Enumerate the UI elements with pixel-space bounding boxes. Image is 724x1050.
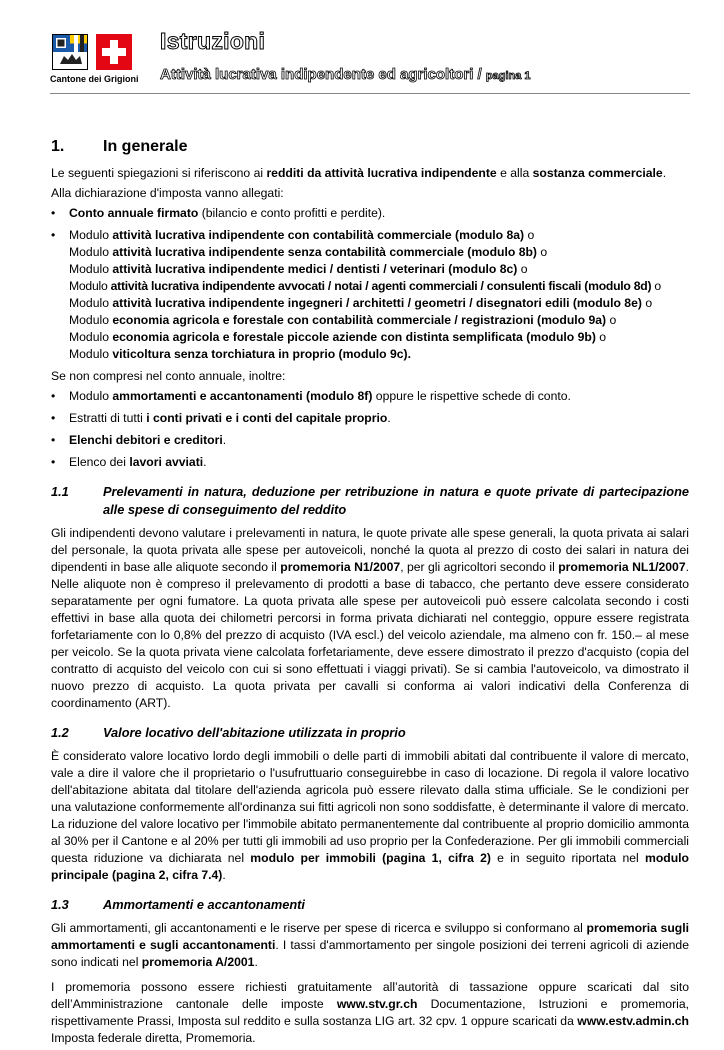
bold-text: Elenchi debitori e creditori	[69, 433, 223, 447]
text: Modulo	[69, 296, 113, 310]
section-title: Valore locativo dell'abitazione utilizzata in proprio	[103, 725, 406, 740]
text: I promemoria possono essere richiesti gratuitamente all’autorità di tassazione oppure scaricati dal sito dell’Amministrazione cantonale delle imposte	[51, 980, 689, 1011]
text: Estratti di tutti	[69, 411, 147, 425]
section-1-3-paragraph-2	[51, 979, 689, 1047]
text: Documentazione, Istruzioni e promemoria, rispettivamente Prassi, Imposta sul reddito e sulla sostanza LIG art. 32 cpv. 1 oppure scaricati da	[51, 997, 689, 1028]
text: o	[517, 262, 528, 276]
text: Modulo	[69, 228, 113, 242]
text: Modulo	[69, 279, 111, 293]
document-subtitle	[160, 66, 531, 83]
attachments-list	[51, 205, 689, 363]
link-stv[interactable]: www.stv.gr.ch	[336, 997, 418, 1011]
swiss-cross-icon	[96, 34, 132, 70]
bold-text: redditi da attività lucrativa indipendente	[266, 166, 497, 180]
text: o	[651, 279, 661, 293]
bold-text: i conti privati e i conti del capitale proprio	[146, 411, 388, 425]
module-line	[69, 261, 689, 278]
canton-name: Cantone dei Grigioni	[50, 74, 139, 84]
bold-text: Conto annuale firmato	[69, 206, 199, 220]
text: o	[524, 228, 535, 242]
bold-text: promemoria A/2001	[141, 955, 255, 969]
subtitle-text: Attività lucrativa indipendente ed agricoltori /	[160, 66, 482, 83]
text: o	[606, 313, 617, 327]
module-line	[69, 329, 689, 346]
section-number: 1.2	[51, 725, 69, 740]
text: Modulo	[69, 313, 113, 327]
text: o	[537, 245, 548, 259]
text: Modulo	[69, 245, 113, 259]
page-label: pagina 1	[485, 70, 531, 82]
bold-text: sostanza commerciale	[532, 166, 663, 180]
module-line	[69, 227, 689, 244]
module-line	[69, 244, 689, 261]
bold-text: ammortamenti e accantonamenti (modulo 8f)	[112, 389, 373, 403]
list-item	[51, 388, 689, 405]
section-1-2-heading	[51, 724, 689, 742]
attachments-paragraph: Alla dichiarazione d'imposta vanno allegati:	[51, 186, 284, 200]
bold-text: modulo per immobili (pagina 1, cifra 2)	[250, 851, 491, 865]
text: Elenco dei	[69, 455, 130, 469]
module-line	[69, 312, 689, 329]
list-item	[51, 432, 689, 449]
text: e in seguito riportata nel	[490, 851, 645, 865]
text: Le seguenti spiegazioni si riferiscono ai	[51, 166, 267, 180]
section-title: Prelevamenti in natura, deduzione per retribuzione in natura e quote private di partecipazione alle spese di conseguimento del reddito	[103, 484, 689, 517]
text: o	[595, 330, 607, 344]
section-number: 1.	[51, 138, 65, 155]
text: .	[387, 411, 391, 425]
text: , per gli agricoltori secondo il	[400, 560, 559, 574]
text: e alla	[496, 166, 533, 180]
text: . Nelle aliquote non è compreso il prelevamento di prodotti a base di tabacco, che pertanto deve essere considerato separatamente per ogni fumatore. La quota privata alle spese per autoveicoli può essere calcolata secondo i costi effettivi in base alla quota dei chilometri percorsi in forma privata dichiarati nel conteggio, oppure essere registrata forfetariamente con lo 0,8% del prezzo di acquisto (IVA escl.) del veicolo aziendale, ma almeno con fr. 150.– al mese per veicolo. Se la quota privata viene calcolata forfetariamente, deve essere dimostrato il prezzo d'acquisto (copia del contratto di acquisto del veicolo con cui si sono effettuati i viaggi privati). Se si cambia l'autoveicolo, va dimostrato il nuovo prezzo di acquisto. La quota privata per cavalli si conforma ai valori indicativi della Conferenza di coordinamento (ART).	[51, 560, 689, 710]
text: .	[203, 455, 207, 469]
intro-paragraph	[51, 165, 689, 182]
bold-text: attività lucrativa indipendente con contabilità commerciale (modulo 8a)	[112, 228, 525, 242]
text: .	[254, 955, 258, 969]
bold-text: lavori avviati	[129, 455, 204, 469]
text: Modulo	[69, 330, 113, 344]
module-line	[69, 346, 689, 363]
header-divider	[50, 93, 690, 94]
text: (bilancio e conto profitti e perdite).	[198, 206, 386, 220]
text: .	[222, 433, 227, 447]
document-title: Istruzioni	[160, 28, 266, 54]
additional-paragraph: Se non compresi nel conto annuale, inoltre:	[51, 369, 286, 383]
section-1-1-paragraph	[51, 525, 689, 712]
text: Modulo	[69, 262, 113, 276]
text: o	[641, 296, 653, 310]
bold-text: attività lucrativa indipendente medici / dentisti / veterinari (modulo 8c)	[112, 262, 518, 276]
bold-text: promemoria sugli ammortamenti e sugli accantonamenti	[51, 921, 689, 952]
additional-list	[51, 388, 689, 471]
section-1-heading	[51, 138, 689, 155]
bold-text: promemoria N1/2007	[280, 560, 401, 574]
link-estv[interactable]: www.estv.admin.ch	[577, 1014, 689, 1028]
section-1-1-heading	[51, 483, 689, 519]
bold-text: attività lucrativa indipendente senza contabilità commerciale (modulo 8b)	[112, 245, 537, 259]
module-line	[69, 295, 689, 312]
text: .	[662, 166, 667, 180]
bold-text: attività lucrativa indipendente avvocati / notai / agenti commerciali / consulenti fiscali (modulo 8d)	[110, 279, 652, 293]
bold-text: economia agricola e forestale con contabilità commerciale / registrazioni (modulo 9a)	[112, 313, 607, 327]
text: Modulo	[69, 347, 113, 361]
list-item	[51, 410, 689, 427]
section-1-2-paragraph	[51, 748, 689, 884]
bold-text: promemoria NL1/2007	[558, 560, 686, 574]
section-1-3-heading	[51, 896, 689, 914]
section-number: 1.3	[51, 897, 69, 912]
section-1-3-paragraph-1	[51, 920, 689, 971]
text: Modulo	[69, 389, 113, 403]
section-title: Ammortamenti e accantonamenti	[103, 897, 305, 912]
bold-text: viticoltura senza torchiatura in proprio (modulo 9c).	[112, 347, 411, 361]
bold-text: economia agricola e forestale piccole aziende con distinta semplificata (modulo 9b)	[112, 330, 596, 344]
list-item-modules	[51, 227, 689, 363]
text: . I tassi d'ammortamento per singole posizioni dei terreni agricoli di aziende sono indicati nel	[51, 938, 689, 969]
page-header	[50, 30, 690, 94]
list-item	[51, 205, 689, 222]
text: Gli ammortamenti, gli accantonamenti e le riserve per spese di ricerca e sviluppo si conformano al	[51, 921, 587, 935]
graubuenden-coat-of-arms-icon	[52, 34, 88, 70]
text: È considerato valore locativo lordo degli immobili o delle parti di immobili abitati dal contribuente il valore di mercato, vale a dire il valore che il proprietario o l'usufruttuario conseguirebbe in caso di locazione. Di regola il valore locativo dell'abitazione abitata dal titolare dell'azienda agricola può essere rilevato dalla stima ufficiale. Se le condizioni per una valutazione conformemente all'ordinanza sui fitti agricoli non sono soddisfatte, è determinante il valore di mercato. La riduzione del valore locativo per l'immobile abitato permanentemente dal contribuente al proprio domicilio ammonta al 30% per il Cantone e al 20% per tutti gli immobili ad uso proprio per la Confederazione. Per gli immobili commerciali questa riduzione va dichiarata nel	[51, 749, 689, 865]
document-body	[51, 138, 689, 1050]
section-number: 1.1	[51, 484, 69, 499]
list-item	[51, 454, 689, 471]
bold-text: attività lucrativa indipendente ingegneri / architetti / geometri / disegnatori edili (modulo 8e)	[112, 296, 642, 310]
text: Gli indipendenti devono valutare i prelevamenti in natura, le quote private alle spese generali, la quota privata ai salari del personale, la quota privata alle spese per autoveicoli, nonché la quota al prezzo di costo dei salari in natura dei dipendenti in base alle aliquote secondo il	[51, 526, 689, 574]
text: .	[222, 868, 226, 882]
text: Imposta federale diretta, Promemoria.	[51, 1031, 256, 1045]
module-line	[69, 278, 689, 295]
section-title: In generale	[103, 138, 188, 155]
text: oppure le rispettive schede di conto.	[372, 389, 571, 403]
bold-text: modulo principale (pagina 2, cifra 7.4)	[51, 851, 689, 882]
